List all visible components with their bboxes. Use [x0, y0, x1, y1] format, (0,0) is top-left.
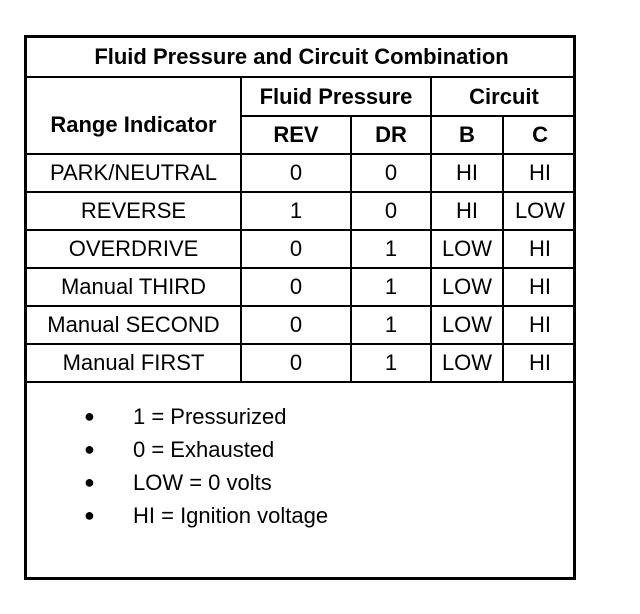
- combination-table-frame: [24, 35, 576, 580]
- list-item: [27, 433, 576, 466]
- legend-notes: [27, 400, 576, 532]
- circuit-c-cell: HI: [503, 230, 576, 268]
- circuit-c-cell: LOW: [503, 192, 576, 230]
- table-row: [27, 268, 576, 306]
- table-row: [27, 192, 576, 230]
- rev-cell: 1: [241, 192, 351, 230]
- range-indicator-header: Range Indicator: [27, 77, 241, 154]
- note-text: 0 = Exhausted: [133, 437, 275, 462]
- circuit-b-cell: HI: [431, 192, 503, 230]
- note-text: LOW = 0 volts: [133, 470, 272, 495]
- dr-cell: 0: [351, 154, 431, 192]
- circuit-b-cell: LOW: [431, 344, 503, 382]
- table-row: [27, 306, 576, 344]
- column-header-rev: REV: [241, 116, 351, 154]
- column-header-c: C: [503, 116, 576, 154]
- bullet-icon: ●: [84, 406, 95, 426]
- rev-cell: 0: [241, 268, 351, 306]
- rev-cell: 0: [241, 230, 351, 268]
- column-header-dr: DR: [351, 116, 431, 154]
- rev-cell: 0: [241, 306, 351, 344]
- range-cell: OVERDRIVE: [27, 230, 241, 268]
- list-item: [27, 466, 576, 499]
- column-header-b: B: [431, 116, 503, 154]
- list-item: [27, 400, 576, 433]
- dr-cell: 1: [351, 344, 431, 382]
- table-row: [27, 230, 576, 268]
- range-cell: PARK/NEUTRAL: [27, 154, 241, 192]
- range-cell: Manual SECOND: [27, 306, 241, 344]
- table-title: Fluid Pressure and Circuit Combination: [27, 38, 576, 77]
- circuit-b-cell: LOW: [431, 268, 503, 306]
- circuit-header: Circuit: [431, 77, 576, 116]
- list-item: [27, 499, 576, 532]
- circuit-c-cell: HI: [503, 306, 576, 344]
- circuit-c-cell: HI: [503, 344, 576, 382]
- note-text: HI = Ignition voltage: [133, 503, 329, 528]
- table-row: [27, 344, 576, 382]
- rev-cell: 0: [241, 154, 351, 192]
- range-cell: Manual THIRD: [27, 268, 241, 306]
- fluid-pressure-header: Fluid Pressure: [241, 77, 431, 116]
- circuit-b-cell: HI: [431, 154, 503, 192]
- bullet-icon: ●: [84, 505, 95, 525]
- dr-cell: 0: [351, 192, 431, 230]
- circuit-b-cell: LOW: [431, 306, 503, 344]
- dr-cell: 1: [351, 268, 431, 306]
- range-cell: Manual FIRST: [27, 344, 241, 382]
- range-cell: REVERSE: [27, 192, 241, 230]
- bullet-icon: ●: [84, 472, 95, 492]
- note-text: 1 = Pressurized: [133, 404, 287, 429]
- bullet-icon: ●: [84, 439, 95, 459]
- circuit-c-cell: HI: [503, 154, 576, 192]
- combination-table: [27, 38, 576, 383]
- dr-cell: 1: [351, 230, 431, 268]
- dr-cell: 1: [351, 306, 431, 344]
- circuit-c-cell: HI: [503, 268, 576, 306]
- table-row: [27, 154, 576, 192]
- circuit-b-cell: LOW: [431, 230, 503, 268]
- rev-cell: 0: [241, 344, 351, 382]
